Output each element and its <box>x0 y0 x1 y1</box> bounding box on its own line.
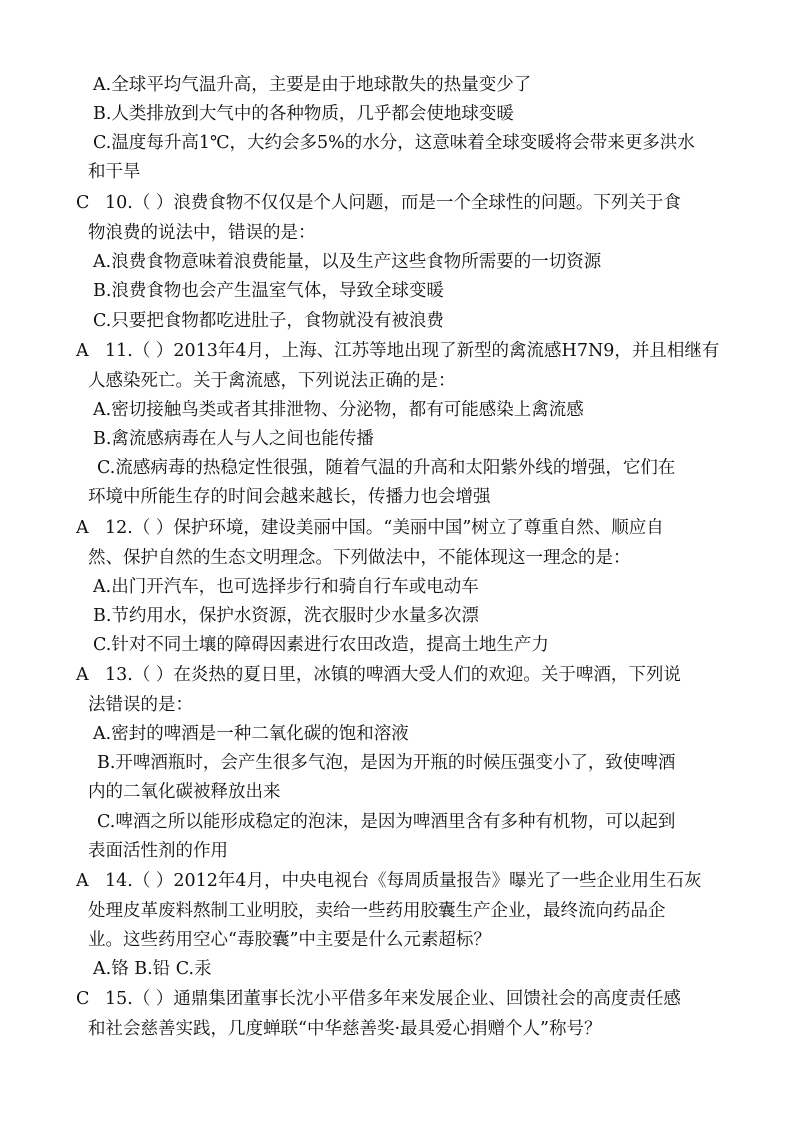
q9-option-b: B.人类排放到大气中的各种物质，几乎都会使地球变暖 <box>93 104 514 124</box>
q11-option-c-cont: 环境中所能生存的时间会越来越长，传播力也会增强 <box>88 487 491 507</box>
q11-stem: 11.（ ）2013年4月，上海、江苏等地出现了新型的禽流感H7N9，并且相继有 <box>105 341 720 361</box>
q13-option-b: B.开啤酒瓶时，会产生很多气泡，是因为开瓶的时候压强变小了，致使啤酒 <box>97 753 676 773</box>
q13-stem-cont: 法错误的是： <box>88 695 193 715</box>
q13-stem: 13.（ ）在炎热的夏日里，冰镇的啤酒大受人们的欢迎。关于啤酒，下列说 <box>105 665 681 685</box>
q13-option-c-cont: 表面活性剂的作用 <box>88 841 228 861</box>
q10-option-a: A.浪费食物意味着浪费能量，以及生产这些食物所需要的一切资源 <box>93 252 602 272</box>
q10-stem-cont: 物浪费的说法中，错误的是： <box>88 223 316 243</box>
q15-answer: C <box>76 989 90 1009</box>
q12-option-c: C.针对不同土壤的障碍因素进行农田改造，提高土地生产力 <box>93 635 549 655</box>
q9-option-c: C.温度每升高1℃，大约会多5%的水分，这意味着全球变暖将会带来更多洪水 <box>93 133 695 153</box>
q11-answer: A <box>76 341 89 361</box>
q12-stem-cont: 然、保护自然的生态文明理念。下列做法中，不能体现这一理念的是： <box>88 548 631 568</box>
q11-option-b: B.禽流感病毒在人与人之间也能传播 <box>93 429 374 449</box>
q13-option-b-cont: 内的二氧化碳被释放出来 <box>88 782 281 802</box>
q11-option-a: A.密切接触鸟类或者其排泄物、分泌物，都有可能感染上禽流感 <box>93 400 584 420</box>
q12-option-a: A.出门开汽车，也可选择步行和骑自行车或电动车 <box>93 577 479 597</box>
q14-options: A.铬 B.铅 C.汞 <box>93 959 212 979</box>
q10-answer: C <box>76 193 90 213</box>
q14-stem: 14.（ ）2012年4月，中央电视台《每周质量报告》曝光了一些企业用生石灰 <box>105 871 702 891</box>
q10-option-b: B.浪费食物也会产生温室气体，导致全球变暖 <box>93 281 444 301</box>
q11-option-c: C.流感病毒的热稳定性很强，随着气温的升高和太阳紫外线的增强，它们在 <box>97 458 676 478</box>
q12-answer: A <box>76 518 89 538</box>
q14-stem-cont-2: 业。这些药用空心“毒胶囊”中主要是什么元素超标？ <box>88 930 491 950</box>
q13-answer: A <box>76 665 89 685</box>
q13-option-a: A.密封的啤酒是一种二氧化碳的饱和溶液 <box>93 724 409 744</box>
q9-option-a: A.全球平均气温升高，主要是由于地球散失的热量变少了 <box>93 75 532 95</box>
q9-option-c-cont: 和干旱 <box>88 162 141 182</box>
q10-option-c: C.只要把食物都吃进肚子，食物就没有被浪费 <box>93 311 444 331</box>
q15-stem: 15.（ ）通鼎集团董事长沈小平借多年来发展企业、回馈社会的高度责任感 <box>105 989 681 1009</box>
q10-stem: 10.（ ）浪费食物不仅仅是个人问题，而是一个全球性的问题。下列关于食 <box>105 193 681 213</box>
q11-stem-cont: 人感染死亡。关于禽流感，下列说法正确的是： <box>88 371 456 391</box>
q14-answer: A <box>76 871 89 891</box>
q13-option-c: C.啤酒之所以能形成稳定的泡沫，是因为啤酒里含有多种有机物，可以起到 <box>97 812 676 832</box>
q15-stem-cont: 和社会慈善实践，几度蝉联“中华慈善奖·最具爱心捐赠个人”称号？ <box>88 1019 602 1039</box>
q14-stem-cont-1: 处理皮革废料熬制工业明胶，卖给一些药用胶囊生产企业，最终流向药品企 <box>88 901 666 921</box>
q12-option-b: B.节约用水，保护水资源，洗衣服时少水量多次漂 <box>93 606 479 626</box>
q12-stem: 12.（ ）保护环境，建设美丽中国。“美丽中国”树立了尊重自然、顺应自 <box>105 518 664 538</box>
